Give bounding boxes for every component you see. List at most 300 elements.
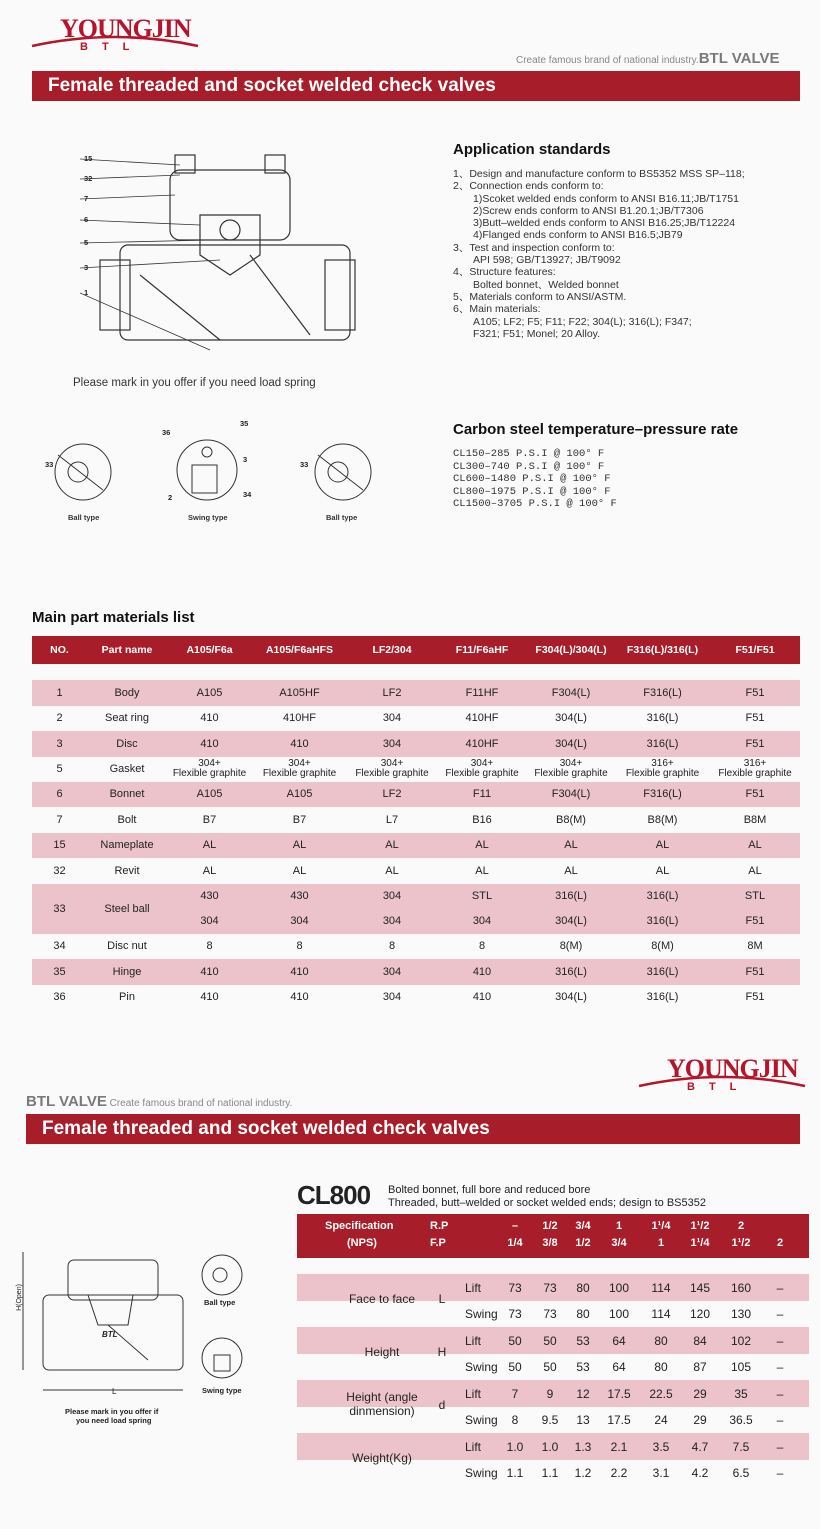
- material-cell: AL: [655, 864, 670, 877]
- material-value-2: Flexible graphite: [445, 768, 519, 779]
- rp-size: 1¹/2: [690, 1220, 710, 1232]
- spec-value: 73: [543, 1307, 557, 1321]
- application-line: 4、Structure features:: [453, 266, 556, 279]
- part-name: Hinge: [112, 965, 142, 978]
- material-cell: LF2: [382, 686, 402, 699]
- spec-value: 1.2: [574, 1466, 592, 1480]
- spec-value: 4.2: [691, 1466, 709, 1480]
- material-cell: [710, 884, 800, 934]
- carbon-list: [453, 448, 617, 511]
- spec-value: 80: [576, 1280, 590, 1295]
- material-cell: 8: [478, 940, 486, 953]
- spec-value: 35: [734, 1386, 748, 1401]
- spec-value: 22.5: [649, 1386, 673, 1401]
- label-ball-type-left: Ball type: [68, 513, 100, 522]
- material-cell: 410: [200, 712, 219, 725]
- material-cell: 304: [382, 737, 402, 750]
- material-value-2: Flexible graphite: [534, 768, 608, 779]
- rp-size: –: [511, 1220, 519, 1232]
- fp-label: F.P: [430, 1237, 446, 1249]
- header-cell: F11/F6aHF: [455, 644, 509, 656]
- application-line: Bolted bonnet、Welded bonnet: [473, 278, 619, 291]
- material-cell: B8M: [743, 813, 767, 826]
- spec-group-label: Height: [364, 1345, 400, 1359]
- callout-15: 15: [84, 154, 93, 163]
- material-value: 304+: [559, 758, 583, 769]
- material-value-2: 304(L): [555, 914, 587, 927]
- fp-size: 1: [657, 1237, 665, 1249]
- material-row: [32, 985, 800, 1011]
- cl800-swing-detail: [200, 1333, 244, 1383]
- material-cell: L7: [385, 813, 399, 826]
- spec-value: 53: [576, 1333, 590, 1348]
- material-cell: AL: [475, 864, 489, 877]
- cl800-table: [297, 1214, 809, 1486]
- material-cell: B8(M): [556, 813, 586, 826]
- materials-rows: [32, 680, 800, 1010]
- fp-size: 1/4: [507, 1237, 523, 1249]
- carbon-line: CL800–1975 P.S.I @ 100° F: [453, 485, 611, 498]
- spec-value: –: [776, 1360, 784, 1374]
- material-cell: 410: [200, 965, 219, 978]
- material-row: [32, 731, 800, 757]
- spec-type: Swing: [465, 1413, 498, 1427]
- spec-value: 29: [693, 1413, 707, 1427]
- tagline-bottom: [26, 1093, 292, 1110]
- fp-size: 1¹/4: [690, 1237, 710, 1249]
- load-spring-note: Please mark in you offer if you need load spring: [73, 377, 316, 389]
- material-row: [32, 959, 800, 985]
- spec-group: [297, 1433, 809, 1486]
- material-cell: AL: [292, 864, 307, 877]
- material-row: [32, 858, 800, 884]
- material-cell: F51: [745, 965, 765, 978]
- spec-value: 50: [543, 1333, 557, 1348]
- material-cell: A105: [196, 788, 223, 801]
- spec-value: –: [776, 1333, 784, 1348]
- carbon-line: CL300–740 P.S.I @ 100° F: [453, 460, 605, 473]
- spec-type: Lift: [465, 1280, 482, 1295]
- rp-size: 2: [737, 1220, 745, 1232]
- header-cell: NO.: [50, 644, 69, 656]
- part-name: Gasket: [109, 763, 145, 775]
- row-number: 6: [56, 788, 63, 801]
- spec-value: 100: [608, 1280, 630, 1295]
- spec-group: [297, 1274, 809, 1327]
- spec-value: 80: [654, 1360, 668, 1374]
- spec-value: 145: [689, 1280, 711, 1295]
- application-line: 2)Screw ends conform to ANSI B1.20.1;JB/T7306: [473, 204, 704, 217]
- material-cell: 304: [382, 965, 402, 978]
- header-cell: A105/F6aHFS: [265, 644, 334, 656]
- callout-36: 36: [162, 428, 171, 437]
- material-cell: 316(L): [646, 991, 679, 1004]
- row-number: 1: [56, 686, 63, 699]
- spec-type: Swing: [465, 1360, 498, 1374]
- application-line: 1)Scoket welded ends conform to ANSI B16.11;JB/T1751: [473, 192, 739, 205]
- spec-value: 17.5: [607, 1386, 631, 1401]
- material-value-2: Flexible graphite: [262, 768, 337, 779]
- spec-value: 64: [612, 1333, 626, 1348]
- material-cell: F51: [745, 991, 765, 1004]
- spec-value: 114: [651, 1280, 671, 1295]
- row-number: 7: [56, 813, 63, 826]
- material-row: [32, 680, 800, 706]
- material-cell: [615, 884, 710, 934]
- row-number: 33: [53, 902, 66, 915]
- cl800-height-label: H(Open): [15, 1284, 23, 1311]
- header-cell: F316(L)/316(L): [626, 644, 699, 656]
- spec-value: 50: [508, 1360, 522, 1374]
- material-cell: 8: [388, 940, 396, 953]
- application-line: 1、Design and manufacture conform to BS5352 MSS SP–118;: [453, 168, 745, 180]
- spec-value: –: [776, 1307, 784, 1321]
- callout-2-swing: 2: [168, 493, 173, 502]
- material-cell: [437, 884, 527, 934]
- materials-table: [32, 636, 800, 1010]
- row-number: 35: [53, 965, 66, 978]
- spec-value: 24: [654, 1413, 668, 1427]
- material-cell: 8(M): [651, 940, 674, 953]
- rp-size: 1: [615, 1220, 623, 1232]
- brand-sub: BTL: [80, 41, 144, 53]
- spec-group-label: Height (angle dinmension): [346, 1390, 418, 1418]
- cl800-groups: [297, 1274, 809, 1486]
- spec-group: [297, 1380, 809, 1433]
- spec-value: 87: [693, 1360, 707, 1374]
- label-swing-type: Swing type: [188, 513, 228, 522]
- application-line: 3、Test and inspection conform to:: [453, 241, 615, 254]
- brand-sub: BTL: [687, 1081, 751, 1093]
- material-cell: [527, 884, 615, 934]
- part-name: Steel ball: [104, 902, 150, 915]
- material-cell: 304: [382, 712, 402, 725]
- spec-value: 50: [543, 1360, 557, 1374]
- material-row: [32, 884, 800, 934]
- material-value: 316+: [651, 758, 674, 769]
- row-number: 3: [56, 737, 63, 750]
- material-value: 304+: [198, 758, 221, 769]
- spec-value: 53: [576, 1360, 590, 1374]
- material-value: 316+: [743, 758, 767, 769]
- material-cell: A105HF: [279, 686, 320, 699]
- application-line: 2、Connection ends conform to:: [453, 180, 604, 193]
- spec-group: [297, 1327, 809, 1380]
- callout-5: 5: [84, 238, 89, 247]
- spec-value: 114: [651, 1307, 671, 1321]
- material-value-2: 304: [472, 914, 492, 927]
- material-cell: [527, 759, 615, 779]
- application-line: 3)Butt–welded ends conform to ANSI B16.25;JB/T12224: [473, 217, 736, 230]
- material-row: [32, 833, 800, 859]
- brand-name: YOUNGJIN: [667, 1054, 798, 1083]
- callout-33-left: 33: [45, 460, 54, 469]
- cl800-header: [297, 1214, 809, 1258]
- material-row: [32, 757, 800, 782]
- tagline-text: Create famous brand of national industry.: [109, 1098, 293, 1109]
- spec-value: 4.7: [691, 1439, 709, 1454]
- header-cell: A105/F6a: [186, 644, 233, 656]
- carbon-line: CL150–285 P.S.I @ 100° F: [453, 448, 605, 460]
- application-line: A105; LF2; F5; F11; F22; 304(L); 316(L); F347;: [473, 315, 692, 328]
- material-cell: [347, 884, 437, 934]
- part-name: Bolt: [117, 813, 137, 826]
- cl800-note1: Please mark in you offer if: [65, 1407, 159, 1416]
- callout-32: 32: [84, 174, 93, 183]
- nps-label: (NPS): [347, 1237, 377, 1249]
- part-name: Bonnet: [109, 788, 145, 801]
- row-number: 2: [56, 712, 63, 725]
- spec-value: 7: [511, 1386, 519, 1401]
- callout-3: 3: [84, 263, 89, 272]
- application-line: 6、Main materials:: [453, 303, 541, 316]
- spec-group-symbol: H: [437, 1345, 447, 1359]
- spec-value: 120: [689, 1307, 711, 1321]
- material-cell: [347, 759, 437, 779]
- row-number: 36: [53, 991, 66, 1004]
- material-value: 316(L): [555, 889, 587, 902]
- material-cell: 410: [200, 991, 219, 1004]
- cl800-length-label: L: [112, 1387, 117, 1396]
- application-line: 5、Materials conform to ANSI/ASTM.: [453, 290, 627, 303]
- spec-value: 1.1: [541, 1466, 559, 1480]
- material-cell: F11: [472, 788, 492, 801]
- material-cell: [437, 759, 527, 779]
- spec-value: 80: [576, 1307, 590, 1321]
- material-cell: 304(L): [555, 991, 587, 1004]
- material-cell: 410: [290, 965, 309, 978]
- callout-1: 1: [84, 288, 89, 297]
- material-cell: 304(L): [555, 712, 587, 725]
- spec-value: 130: [730, 1307, 752, 1321]
- material-row: [32, 807, 800, 833]
- ball-type-detail-right: [308, 440, 378, 510]
- material-cell: 8: [206, 940, 213, 953]
- spec-value: 36.5: [729, 1413, 753, 1427]
- material-value-2: 316(L): [646, 914, 679, 927]
- material-row: [32, 706, 800, 732]
- row-number: 34: [53, 940, 66, 953]
- material-value-2: Flexible graphite: [625, 768, 700, 779]
- part-name: Pin: [119, 991, 135, 1004]
- material-cell: 304: [382, 991, 402, 1004]
- material-cell: 8: [296, 940, 303, 953]
- tagline-bold: BTL VALVE: [698, 50, 780, 67]
- spec-group-symbol: d: [438, 1398, 446, 1412]
- material-value: 430: [290, 889, 309, 902]
- spec-value: 80: [654, 1333, 668, 1348]
- material-value: 430: [200, 889, 219, 902]
- materials-header-row: [32, 636, 800, 664]
- spec-value: 160: [730, 1280, 752, 1295]
- material-cell: AL: [564, 864, 578, 877]
- part-name: Nameplate: [100, 839, 154, 852]
- spec-value: 17.5: [607, 1413, 631, 1427]
- swing-type-detail: [172, 430, 242, 510]
- spec-value: 7.5: [732, 1439, 750, 1454]
- fp-size: 3/4: [611, 1237, 627, 1249]
- spec-value: 1.0: [506, 1439, 524, 1454]
- spec-value: 73: [543, 1280, 557, 1295]
- material-cell: 410: [472, 991, 492, 1004]
- spec-value: 8: [511, 1413, 519, 1427]
- spec-value: –: [776, 1280, 784, 1295]
- spec-value: 50: [508, 1333, 522, 1348]
- rp-size: 3/4: [575, 1220, 591, 1232]
- spec-group-label: Weight(Kg): [352, 1451, 412, 1465]
- material-value: 304: [382, 889, 402, 902]
- spec-value: 9.5: [541, 1413, 559, 1427]
- material-cell: [167, 884, 252, 934]
- spec-value: 73: [508, 1280, 522, 1295]
- cl800-ball-label: Ball type: [204, 1298, 236, 1307]
- material-cell: 316(L): [646, 712, 679, 725]
- header-cell: LF2/304: [372, 644, 412, 656]
- part-name: Revit: [114, 864, 140, 877]
- material-cell: 410: [200, 737, 219, 750]
- cl800-swing-label: Swing type: [202, 1386, 242, 1395]
- material-cell: F51: [745, 686, 765, 699]
- material-cell: 316(L): [646, 737, 679, 750]
- material-value: STL: [471, 889, 493, 902]
- part-name: Seat ring: [104, 712, 150, 725]
- spec-value: 9: [546, 1386, 554, 1401]
- cl800-class: CL800: [297, 1180, 371, 1210]
- material-cell: F316(L): [643, 686, 682, 699]
- spec-type: Lift: [465, 1333, 482, 1348]
- spec-value: 12: [576, 1386, 590, 1401]
- material-value: 304+: [288, 758, 311, 769]
- row-number: 15: [53, 839, 66, 852]
- spec-value: 2.2: [610, 1466, 628, 1480]
- callout-7: 7: [84, 194, 89, 203]
- material-cell: F304(L): [551, 788, 591, 801]
- spec-value: –: [776, 1466, 784, 1480]
- material-cell: AL: [655, 839, 670, 852]
- material-cell: AL: [748, 864, 762, 877]
- spec-value: 84: [693, 1333, 707, 1348]
- material-cell: [615, 759, 710, 779]
- material-cell: AL: [292, 839, 307, 852]
- material-cell: AL: [202, 864, 217, 877]
- banner-top: Female threaded and socket welded check valves: [32, 71, 800, 101]
- spec-value: –: [776, 1439, 784, 1454]
- material-cell: F11HF: [465, 686, 499, 699]
- material-cell: AL: [748, 839, 762, 852]
- material-cell: 304(L): [555, 737, 587, 750]
- carbon-line: CL1500–3705 P.S.I @ 100° F: [453, 498, 617, 510]
- spec-value: 13: [576, 1413, 590, 1427]
- material-cell: [252, 759, 347, 779]
- material-cell: F51: [745, 712, 765, 725]
- callout-35: 35: [240, 419, 249, 428]
- tagline-text: Create famous brand of national industry.: [516, 55, 699, 66]
- banner-bottom: Female threaded and socket welded check valves: [26, 1114, 800, 1144]
- cl800-valve-drawing: [15, 1240, 198, 1410]
- material-cell: 316(L): [555, 965, 587, 978]
- cl800-note2: you need load spring: [76, 1416, 152, 1425]
- spec-type: Lift: [465, 1386, 482, 1401]
- cl800-nameplate: BTL: [102, 1330, 118, 1339]
- header-cell: Part name: [101, 644, 153, 656]
- header-cell: F51/F51: [735, 644, 775, 656]
- material-cell: 8M: [747, 940, 763, 953]
- fp-size: 1¹/2: [731, 1237, 751, 1249]
- ball-type-detail-left: [48, 440, 118, 510]
- spec-value: 73: [508, 1307, 522, 1321]
- material-cell: A105: [196, 686, 223, 699]
- material-cell: 410HF: [465, 737, 499, 750]
- material-cell: F51: [745, 788, 765, 801]
- spec-group-symbol: L: [438, 1292, 446, 1306]
- valve-cross-section-drawing: [80, 145, 380, 375]
- material-value-2: Flexible graphite: [355, 768, 429, 779]
- material-cell: LF2: [382, 788, 402, 801]
- carbon-title: Carbon steel temperature–pressure rate: [453, 421, 739, 438]
- application-list: [453, 168, 745, 340]
- label-ball-type-right: Ball type: [326, 513, 358, 522]
- material-cell: B7: [292, 813, 307, 826]
- material-cell: 410: [290, 991, 309, 1004]
- rp-size: 1¹/4: [651, 1220, 671, 1232]
- brand-logo-bottom: [637, 1050, 807, 1100]
- materials-title: Main part materials list: [32, 609, 195, 626]
- header-cell: F304(L)/304(L): [535, 644, 607, 656]
- material-value: 304+: [380, 758, 404, 769]
- spec-value: 100: [608, 1307, 630, 1321]
- rp-size: 1/2: [542, 1220, 558, 1232]
- spec-value: 1.3: [574, 1439, 592, 1454]
- brand-logo-top: [30, 10, 200, 60]
- material-cell: [167, 759, 252, 779]
- material-cell: B16: [472, 813, 492, 826]
- material-cell: AL: [564, 839, 578, 852]
- part-name: Disc: [116, 737, 138, 750]
- rp-label: R.P: [430, 1220, 449, 1232]
- material-value: 304+: [470, 758, 494, 769]
- material-cell: F316(L): [643, 788, 682, 801]
- callout-3-swing: 3: [243, 455, 248, 464]
- row-number: 32: [53, 864, 66, 877]
- tagline-bold: BTL VALVE: [26, 1093, 107, 1110]
- tagline-top: [516, 50, 780, 67]
- fp-size: 2: [776, 1237, 784, 1249]
- spec-value: 1.1: [506, 1466, 524, 1480]
- fp-size: 3/8: [542, 1237, 558, 1249]
- callout-34: 34: [243, 490, 252, 499]
- brand-name: YOUNGJIN: [60, 14, 191, 43]
- material-cell: [252, 884, 347, 934]
- material-cell: F51: [745, 737, 765, 750]
- material-cell: AL: [385, 864, 399, 877]
- material-cell: [710, 759, 800, 779]
- spec-group-label: Face to face: [348, 1292, 416, 1306]
- cl800-desc2: Threaded, butt–welded or socket welded ends; design to BS5352: [388, 1197, 706, 1209]
- material-cell: 410HF: [282, 712, 317, 725]
- fp-size: 1/2: [575, 1237, 591, 1249]
- spec-value: 102: [730, 1333, 752, 1348]
- spec-value: 105: [730, 1360, 752, 1374]
- spec-value: 29: [693, 1386, 707, 1401]
- material-value-2: 304: [382, 914, 402, 927]
- application-line: 4)Flanged ends conform to ANSI B16.5;JB79: [473, 229, 683, 242]
- spec-value: 2.1: [610, 1439, 628, 1454]
- material-cell: 316(L): [646, 965, 679, 978]
- application-line: F321; F51; Monel; 20 Alloy.: [473, 327, 601, 340]
- material-row: [32, 934, 800, 960]
- material-value-2: Flexible graphite: [172, 768, 247, 779]
- material-value-2: 304: [200, 914, 219, 927]
